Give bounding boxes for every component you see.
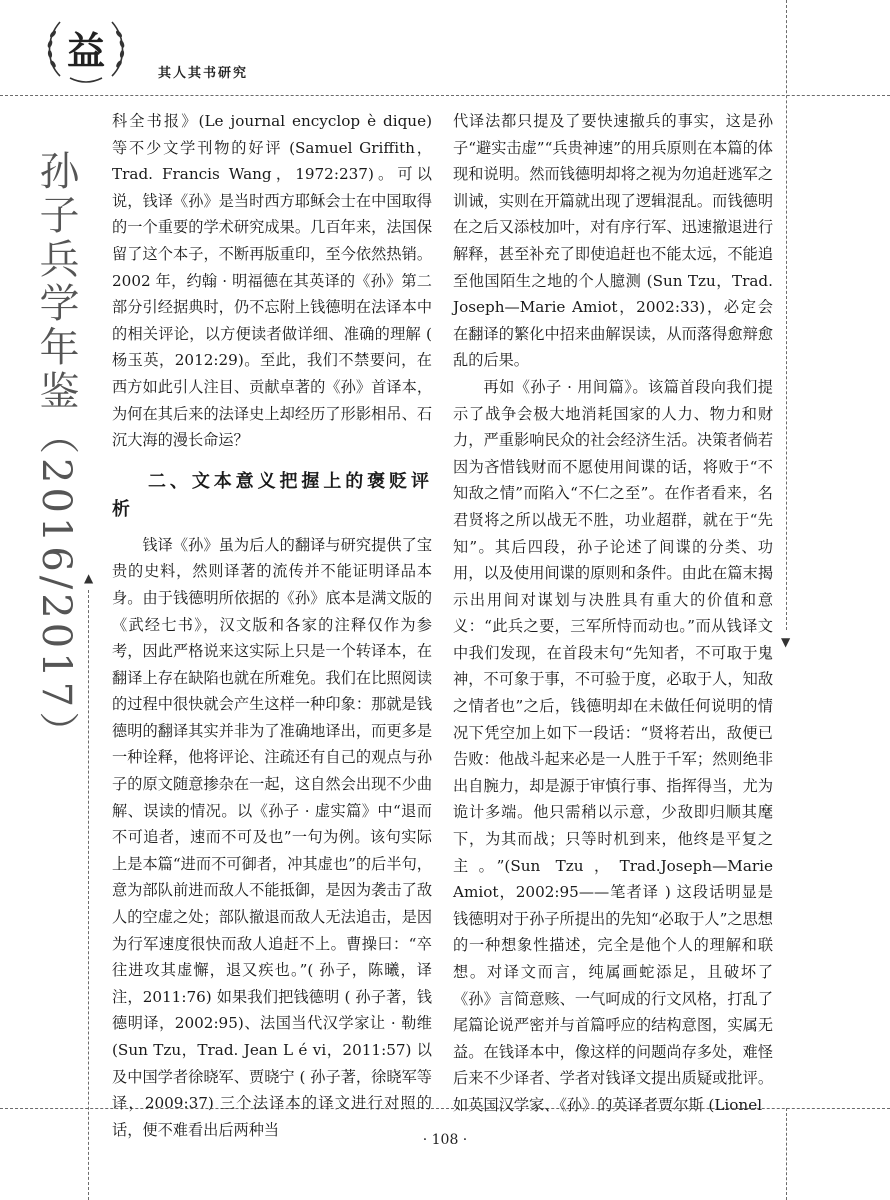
- logo-glyph: 益: [66, 29, 106, 73]
- side-book-title: 孙子兵学年鉴（2016/2017）: [33, 150, 79, 756]
- right-margin-dashed-rule-upper: [786, 0, 787, 630]
- left-text-column: [112, 108, 432, 1143]
- laurel-wreath-seal-icon: [40, 12, 132, 86]
- left-paragraph-2: 钱译《孙》虽为后人的翻译与研究提供了宝贵的史料，然则译著的流传并不能证明译品本身。由于钱德明所依据的《孙》底本是满文版的《武经七书》，汉文版和各家的注释仅作为参考，因此严格说来这实际上只是一个转译本，在翻译上存在缺陷也就在所难免。我们在比照阅读的过程中很快就会产生这样一种印象：那就是钱德明的翻译其实并非为了准确地译出，而更多是一种诠释，他将评论、注疏还有自己的观点与孙子的原文随意掺杂在一起，这自然会出现不少曲解、误读的情况。以《孙子 · 虚实篇》中“退而不可追者，速而不可及也”一句为例。该句实际上是本篇“进而不可御者，冲其虚也”的后半句，意为部队前进而敌人不能抵御，是因为袭击了敌人的空虚之处；部队撤退而敌人无法追击，是因为行军速度很快而敌人追赶不上。曹操曰：“卒往进攻其虚懈，退又疾也。”( 孙子，陈曦，译注，2011:76) 如果我们把钱德明 ( 孙子著，钱德明译，2002:95)、法国当代汉学家让 · 勒维 (Sun Tzu，Trad. Jean L é vi，2011:57) 以及中国学者徐晓军、贾晓宁 ( 孙子著，徐晓军等译，2009:37) 三个法译本的译文进行对照的话，便不难看出后两种当: [112, 535, 432, 1139]
- section-heading: 二、文本意义把握上的褒贬评析: [112, 470, 432, 520]
- arrow-up-marker: ▲: [84, 571, 94, 585]
- right-paragraph-1: 代译法都只提及了要快速撤兵的事实，这是孙子“避实击虚”“兵贵神速”的用兵原则在本篇的体现和说明。然而钱德明却将之视为勿追赶逃军之训诫，实则在开篇就出现了逻辑混乱。而钱德明在之后又添枝加叶，对有序行军、迅速撤退进行解释，甚至补充了即使追赶也不能太远，不能追至他国陌生之地的个人臆测 (Sun Tzu，Trad. Joseph—Marie Amiot，2002:33)，必定会在翻译的繁化中招来曲解误读，从而落得愈辩愈乱的后果。: [453, 112, 773, 370]
- right-text-column: [453, 108, 773, 1119]
- right-paragraph-2: 再如《孙子 · 用间篇》。该篇首段向我们提示了战争会极大地消耗国家的人力、物力和财力，严重影响民众的社会经济生活。决策者倘若因为吝惜钱财而不愿使用间谍的话，将败于“不知敌之情”而陷入“不仁之至”。在作者看来，名君贤将之所以战无不胜，功业超群，就在于“先知”。其后四段，孙子论述了间谍的分类、功用，以及使用间谍的原则和条件。由此在篇末揭示出用间对谋划与决胜具有重大的价值和意义：“此兵之要，三军所恃而动也。”而从钱译文中我们发现，在首段末句“先知者，不可取于鬼神，不可象于事，不可验于度，必取于人，知敌之情者也”之后，钱德明却在未做任何说明的情况下凭空加上如下一段话：“贤将若出，敌便已告败：他战斗起来必是一人胜于千军；然则绝非出自腕力，却是源于审慎行事、指挥得当，尤为诡计多端。他只需稍以示意，少敌即归顺其麾下，为其而战；只等时机到来，他终是平复之主。”(Sun Tzu，Trad.Joseph—Marie Amiot，2002:95——笔者译 ) 这段话明显是钱德明对于孙子所提出的先知“必取于人”之思想的一种想象性描述，完全是他个人的理解和联想。对译文而言，纯属画蛇添足，且破坏了《孙》言简意赅、一气呵成的行文风格，打乱了尾篇论说严密并与首篇呼应的结构意图，实属无益。在钱译本中，像这样的问题尚存多处，难怪后来不少译者、学者对钱译文提出质疑或批评。如英国汉学家、《孙》的英译者贾尔斯 (Lionel: [453, 377, 773, 1114]
- header-dashed-rule: [0, 95, 890, 96]
- page-number: · 108 ·: [422, 1132, 468, 1148]
- gutter-dashed-rule: [786, 1108, 787, 1200]
- arrow-down-marker: ▼: [781, 635, 791, 649]
- left-margin-dashed-rule-lower: [88, 590, 89, 1200]
- running-title: 其人其书研究: [158, 66, 249, 81]
- left-paragraph-1: 科全书报》(Le journal encyclop è dique) 等不少文学刊物的好评 (Samuel Griffith，Trad. Francis Wang，1972:237)。可以说，钱译《孙》是当时西方耶稣会士在中国取得的一个重要的学术研究成果。几百年来，法国保留了这个本子，不断再版重印，至今依然热销。2002 年，约翰 · 明福德在其英译的《孙》第二部分引经据典时，仍不忘附上钱德明在法译本中的相关评论，以方便读者做详细、准确的理解 ( 杨玉英，2012:29)。至此，我们不禁要问，在西方如此引人注目、贡献卓著的《孙》首译本，为何在其后来的法译史上却经历了形影相吊、石沉大海的漫长命运？: [112, 112, 432, 450]
